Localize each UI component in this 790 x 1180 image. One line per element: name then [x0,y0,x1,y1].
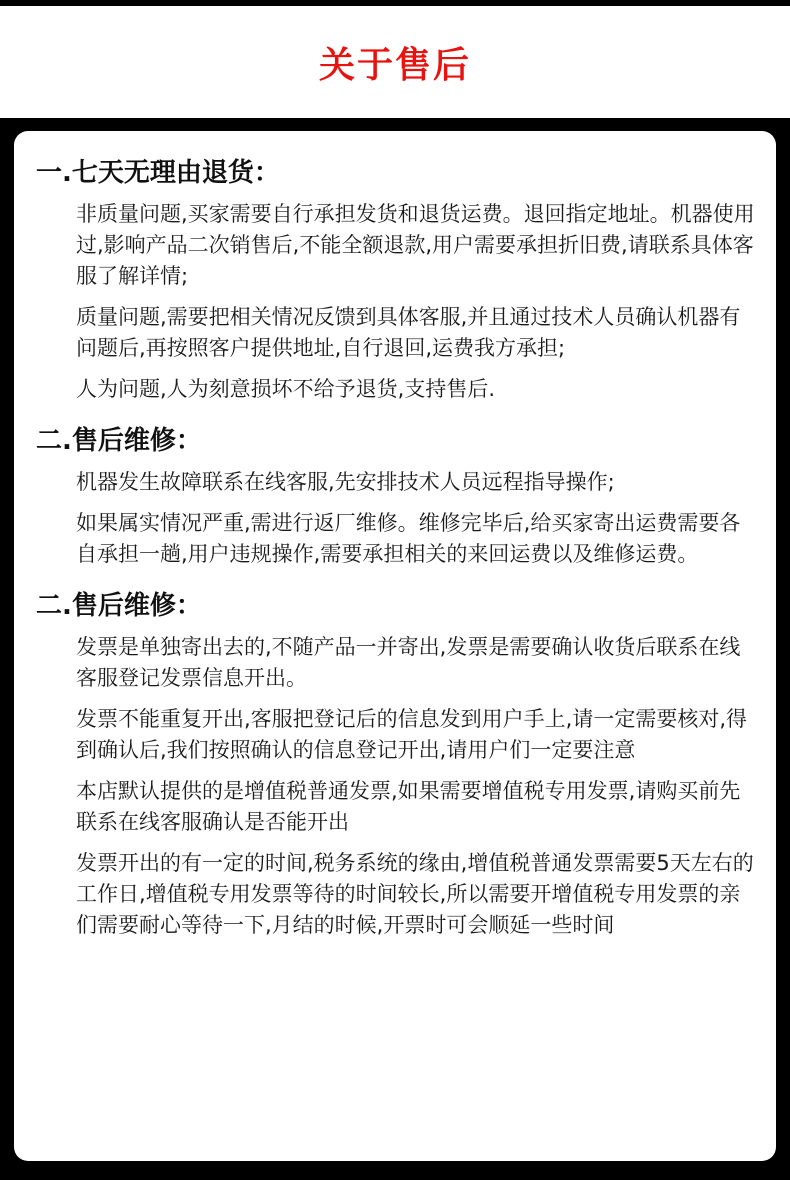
section-paragraph: 非质量问题,买家需要自行承担发货和退货运费。退回指定地址。机器使用过,影响产品二次销售后,不能全额退款,用户需要承担折旧费,请联系具体客服了解详情; [76,202,755,288]
section-paragraph: 如果属实情况严重,需进行返厂维修。维修完毕后,给买家寄出运费需要各自承担一趟,用户违规操作,需要承担相关的来回运费以及维修运费。 [76,511,741,566]
section-seven-day-return [36,155,754,405]
page-title: 关于售后 [318,44,471,86]
section-paragraph: 人为问题,人为刻意损坏不给予退货,支持售后. [76,377,496,401]
section-paragraph: 发票是单独寄出去的,不随产品一并寄出,发票是需要确认收货后联系在线客服登记发票信息开出。 [76,635,741,690]
section-title: 二.售后维修： [36,591,202,621]
page-header [0,6,790,118]
section-title: 二.售后维修： [36,426,202,456]
section-paragraph: 发票开出的有一定的时间,税务系统的缘由,增值税普通发票需要5天左右的工作日,增值税专用发票等待的时间较长,所以需要开增值税专用发票的亲们需要耐心等待一下,月结的时候,开票时可会顺延一些时间 [76,851,754,937]
section-paragraph: 机器发生故障联系在线客服,先安排技术人员远程指导操作; [76,470,615,494]
section-paragraph: 本店默认提供的是增值税普通发票,如果需要增值税专用发票,请购买前先联系在线客服确认是否能开出 [76,779,741,834]
section-paragraph: 发票不能重复开出,客服把登记后的信息发到用户手上,请一定需要核对,得到确认后,我们按照确认的信息登记开出,请用户们一定要注意 [76,707,748,762]
section-title: 一.七天无理由退货： [36,158,280,188]
section-invoice [36,588,754,941]
section-after-sales-repair [36,423,754,570]
section-paragraph: 质量问题,需要把相关情况反馈到具体客服,并且通过技术人员确认机器有问题后,再按照客户提供地址,自行退回,运费我方承担; [76,305,741,360]
content-card [14,131,776,1161]
